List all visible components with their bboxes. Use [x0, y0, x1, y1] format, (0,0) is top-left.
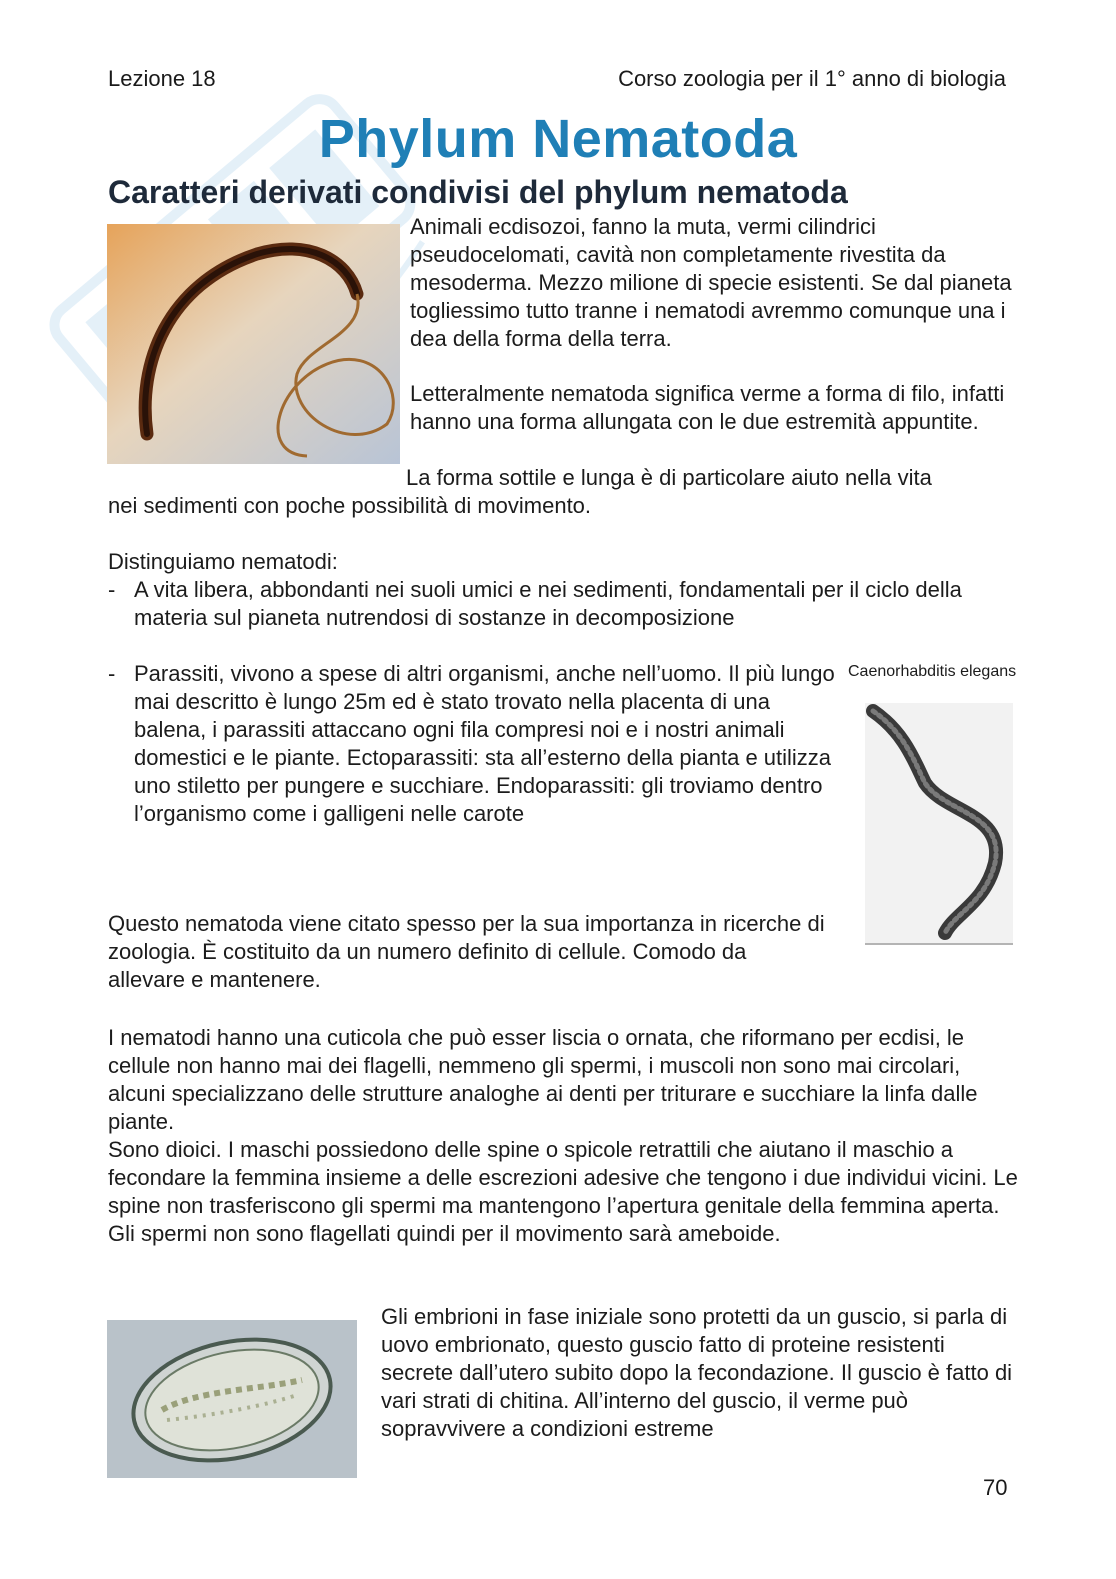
- questo-paragraph: Questo nematoda viene citato spesso per la sua importanza in ricerche di zoologia. È costituito da un numero definito di cellule. Comodo da allevare e mantenere.: [108, 911, 825, 992]
- distinguiamo-label: Distinguiamo nematodi:: [108, 549, 338, 574]
- embrioni-paragraph: Gli embrioni in fase iniziale sono protetti da un guscio, si parla di uovo embrionato, questo guscio fatto di proteine resistenti secrete dall’utero subito dopo la fecondazione. Il guscio è fatto di vari strati di chitina. All’interno del guscio, il verme può sopravvivere a condizioni estreme: [381, 1304, 1013, 1441]
- bullet-text: A vita libera, abbondanti nei suoli umici e nei sedimenti, fondamentali per il ciclo della materia sul pianeta nutrendosi di sostanze in decomposizione: [134, 577, 962, 630]
- cuticola-paragraph: I nematodi hanno una cuticola che può esser liscia o ornata, che riformano per ecdisi, le cellule non hanno mai dei flagelli, nemmeno gli spermi, i muscoli non sono mai circolari, alcuni specializzano delle strutture analoghe ai denti per triturare e succhiare la linfa dalle piante.: [108, 1025, 978, 1134]
- forma-paragraph-line2: nei sedimenti con poche possibilità di movimento.: [108, 493, 592, 518]
- nematode-photo: [107, 224, 400, 464]
- section-heading: Caratteri derivati condivisi del phylum nematoda: [108, 174, 848, 210]
- figure-caption: Caenorhabditis elegans: [848, 663, 1017, 680]
- header-course: Corso zoologia per il 1° anno di biologia: [618, 66, 1006, 91]
- dioici-paragraph: Sono dioici. I maschi possiedono delle spine o spicole retrattili che aiutano il maschio a fecondare la femmina insieme a delle escrezioni adesive che tengono i due individui vicini. Le spine non trasferiscono gli spermi ma mantengono l’apertura genitale della femmina aperta. Gli spermi non sono flagellati quindi per il movimento sarà ameboide.: [108, 1137, 1018, 1246]
- egg-photo: [107, 1320, 357, 1478]
- forma-paragraph-line1: La forma sottile e lunga è di particolare aiuto nella vita: [406, 465, 932, 490]
- bullet-marker: -: [108, 577, 116, 602]
- intro-paragraph: Animali ecdisozoi, fanno la muta, vermi cilindrici pseudocelomati, cavità non completamente rivestita da mesoderma. Mezzo milione di specie esistenti. Se dal pianeta togliessimo tutto tranne i nematodi avremmo comunque una i dea della forma della terra.: [410, 214, 1012, 351]
- page-number: 70: [983, 1475, 1008, 1500]
- celegans-photo: [865, 703, 1013, 945]
- page-title: Phylum Nematoda: [318, 109, 798, 169]
- header-lesson: Lezione 18: [108, 66, 216, 91]
- letteralmente-paragraph: Letteralmente nematoda significa verme a forma di filo, infatti hanno una forma allungata con le due estremità appuntite.: [410, 381, 1005, 434]
- bullet-marker: -: [108, 661, 116, 686]
- bullet-text: Parassiti, vivono a spese di altri organismi, anche nell’uomo. Il più lungo mai descritto è lungo 25m ed è stato trovato nella placenta di una balena, i parassiti attaccano ogni fila compresi noi e i nostri animali domestici e le piante. Ectoparassiti: sta all’esterno della pianta e utilizza uno stiletto per pungere e succhiare. Endoparassiti: gli troviamo dentro l’organismo come i galligeni nelle carote: [134, 661, 835, 826]
